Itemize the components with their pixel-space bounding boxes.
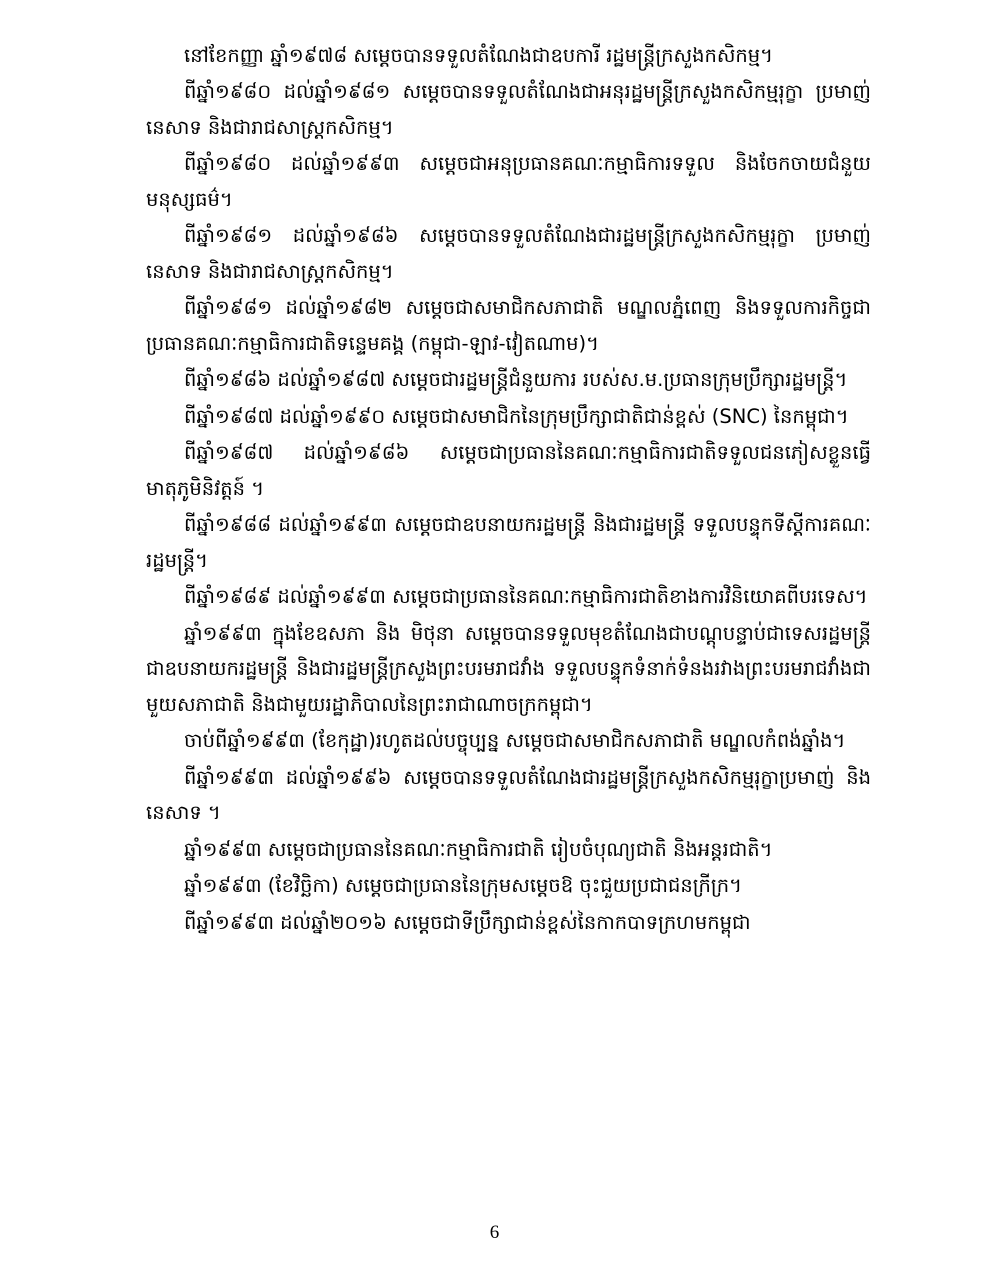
paragraph: ពីឆ្នាំ១៩៨៩ ដល់ឆ្នាំ១៩៩៣ សម្តេចជាប្រធាននៃគណៈកម្មាធិការជាតិខាងការវិនិយោគពីបរទេស។ xyxy=(184,585,868,609)
paragraph: ពីឆ្នាំ១៩៨០ ដល់ឆ្នាំ១៩៨១ សម្តេចបានទទួលតំណែងជាអនុរដ្ឋមន្ត្រីក្រសួងកសិកម្មរុក្ខា ប្រមាញ់ នេសាទ និងជារាជសាស្ត្រកសិកម្ម។ xyxy=(146,80,871,139)
document-body xyxy=(146,38,871,940)
paragraph: ពីឆ្នាំ១៩៨៧ ដល់ឆ្នាំ១៩៨៦ សម្តេចជាប្រធាននៃគណៈកម្មាធិការជាតិទទួលជនភៀសខ្លួនធ្វើមាតុភូមិនិវត្តន៍ ។ xyxy=(146,441,871,500)
paragraph: ពីឆ្នាំ១៩៩៣ ដល់ឆ្នាំ១៩៩៦ សម្តេចបានទទួលតំណែងជារដ្ឋមន្ត្រីក្រសួងកសិកម្មរុក្ខាប្រមាញ់ និងនេសាទ ។ xyxy=(146,765,871,825)
paragraph: ពីឆ្នាំ១៩៨១ ដល់ឆ្នាំ១៩៨៦ សម្តេចបានទទួលតំណែងជារដ្ឋមន្ត្រីក្រសួងកសិកម្មរុក្ខា ប្រមាញ់ នេសាទ និងជារាជសាស្ត្រកសិកម្ម។ xyxy=(146,224,871,283)
paragraph: ពីឆ្នាំ១៩៨០ ដល់ឆ្នាំ១៩៩៣ សម្តេចជាអនុប្រធានគណៈកម្មាធិការទទួល និងចែកចាយជំនួយមនុស្សធម៌។ xyxy=(146,152,871,211)
paragraph: ពីឆ្នាំ១៩៨៧ ដល់ឆ្នាំ១៩៩០ សម្តេចជាសមាជិកនៃក្រុមប្រឹក្សាជាតិជាន់ខ្ពស់ (SNC) នៃកម្ពុជា។ xyxy=(184,404,849,428)
paragraph: នៅខែកញ្ញា ឆ្នាំ១៩៧៨ សម្តេចបានទទួលតំណែងជាឧបការី រដ្ឋមន្ត្រីក្រសួងកសិកម្ម។ xyxy=(184,44,774,67)
paragraph: ឆ្នាំ១៩៩៣ (ខែវិច្ឆិកា) សម្តេចជាប្រធាននៃក្រុមសម្តេចឱ ចុះជួយប្រជាជនក្រីក្រ។ xyxy=(184,874,742,898)
paragraph: ពីឆ្នាំ១៩៩៣ ដល់ឆ្នាំ២០១៦ សម្តេចជាទីប្រឹក្សាជាន់ខ្ពស់នៃកាកបាទក្រហមកម្ពុជា xyxy=(184,910,751,934)
paragraph: ពីឆ្នាំ១៩៨៨ ដល់ឆ្នាំ១៩៩៣ សម្តេចជាឧបនាយករដ្ឋមន្ត្រី និងជារដ្ឋមន្ត្រី ទទួលបន្ទុកទីស្តីការគណៈរដ្ឋមន្ត្រី។ xyxy=(146,513,871,572)
paragraph: ពីឆ្នាំ១៩៨១ ដល់ឆ្នាំ១៩៨២ សម្តេចជាសមាជិកសភាជាតិ មណ្ឌលភ្នំពេញ និងទទួលការកិច្ចជាប្រធានគណៈកម្មាធិការជាតិទន្ទេមគង្គ (កម្ពុជា-ឡាវ-វៀតណាម)។ xyxy=(146,296,871,355)
paragraph: ចាប់ពីឆ្នាំ១៩៩៣ (ខែកុដ្ឋា)រហូតដល់បច្ចុប្បន្ន សម្តេចជាសមាជិកសភាជាតិ មណ្ឌលកំពង់ឆ្នាំង។ xyxy=(184,729,846,753)
paragraph: ឆ្នាំ១៩៩៣ ក្នុងខែឧសភា និង មិថុនា សម្តេចបានទទួលមុខតំណែងជាបណ្តុបន្ទាប់ជាទេសរដ្ឋមន្ត្រី ជាឧបនាយករដ្ឋមន្ត្រី និងជារដ្ឋមន្ត្រីក្រសួងព្រះបរមរាជវាំង ទទួលបន្ទុកទំនាក់ទំនងរវាងព្រះបរមរាជវាំងជាមួយសភាជាតិ និងជាមួយរដ្ឋាភិបាលនៃព្រះរាជាណាចក្រកម្ពុជា។ xyxy=(146,621,871,716)
page-number: 6 xyxy=(489,1222,500,1243)
paragraph: ឆ្នាំ១៩៩៣ សម្តេចជាប្រធាននៃគណៈកម្មាធិការជាតិ រៀបចំបុណ្យជាតិ និងអន្តរជាតិ។ xyxy=(184,837,773,861)
paragraph: ពីឆ្នាំ១៩៨៦ ដល់ឆ្នាំ១៩៨៧ សម្តេចជារដ្ឋមន្ត្រីជំនួយការ របស់ស.ម.ប្រធានក្រុមប្រឹក្សារដ្ឋមន្ត្រី។ xyxy=(184,368,848,392)
